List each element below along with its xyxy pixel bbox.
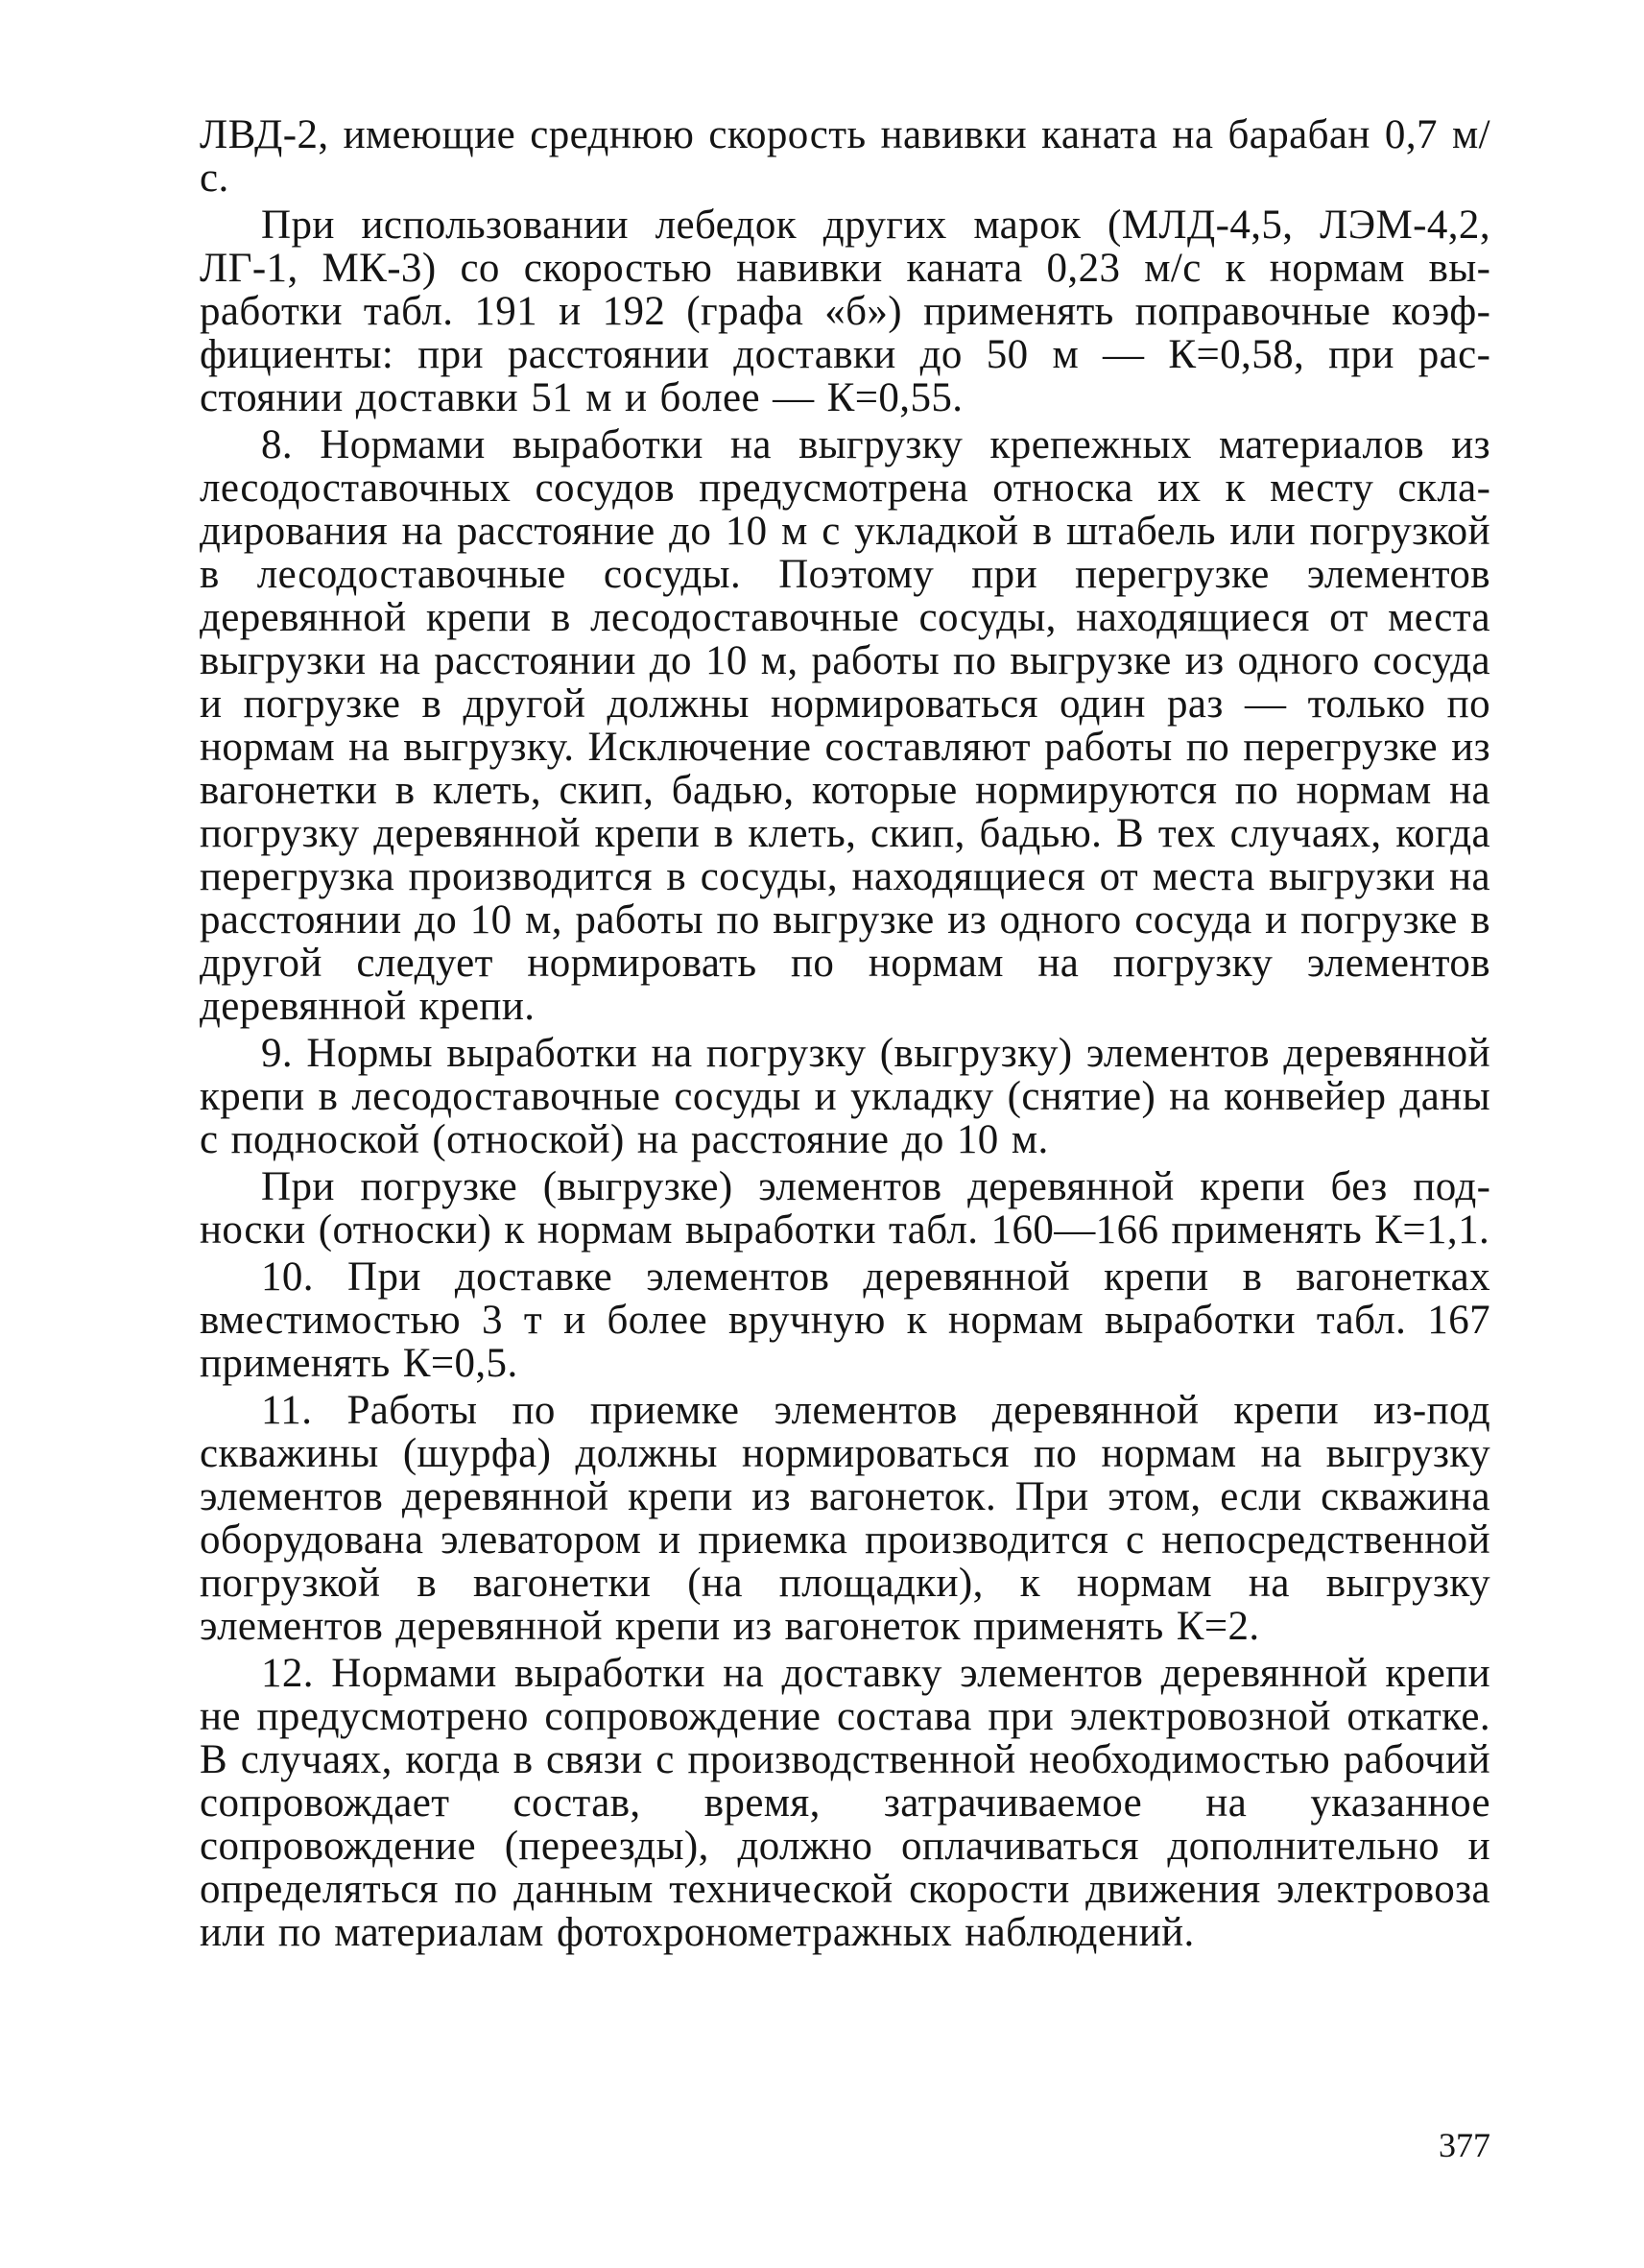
paragraph-item-10: 10. При доставке элементов деревянной крепи в вагонетках вместимостью 3 т и более вручную к нормам выработки табл. 167 применять К=0,5. [200, 1254, 1490, 1386]
paragraph-item-9-addendum: При погрузке (выгрузке) элементов деревянной крепи без подноски (относки) к нормам выработки табл. 160—166 применять К=1,1. [200, 1164, 1490, 1253]
paragraph-item-8: 8. Нормами выработки на выгрузку крепежных материалов из лесодоставочных сосудов предусмотрена относка их к месту складирования на расстояние до 10 м с укладкой в штабель или погрузкой в лесодоставочные сосуды. Поэтому при перегрузке элементов деревянной крепи в лесодоставочные сосуды, находящиеся от места выгрузки на расстоянии до 10 м, работы по выгрузке из одного сосуда и погрузке в другой должны нормироваться один раз — только по нормам на выгрузку. Исключение составляют работы по перегрузке из вагонетки в клеть, скип, бадью, которые нормируются по нормам на погрузку деревянной крепи в клеть, скип, бадью. В тех случаях, когда перегрузка производится в сосуды, находящиеся от места выгрузки на расстоянии до 10 м, работы по выгрузке из одного сосуда и погрузке в другой следует нормировать по нормам на погрузку элементов деревянной крепи. [200, 422, 1490, 1029]
paragraph-item-11: 11. Работы по приемке элементов деревянной крепи из-под скважины (шурфа) должны нормироваться по нормам на выгрузку элементов деревянной крепи из вагонеток. При этом, если скважина оборудована элеватором и приемка производится с непосредственной погрузкой в вагонетки (на площадки), к нормам на выгрузку элементов деревянной крепи из вагонеток применять К=2. [200, 1388, 1490, 1649]
paragraph-item-9: 9. Нормы выработки на погрузку (выгрузку) элементов деревянной крепи в лесодоставочные сосуды и укладку (снятие) на конвейер даны с подноской (отноской) на расстояние до 10 м. [200, 1031, 1490, 1162]
paragraph-item-12: 12. Нормами выработки на доставку элементов деревянной крепи не предусмотрено сопровождение состава при электровозной откатке. В случаях, когда в связи с производственной необходимостью рабочий сопровождает состав, время, затрачиваемое на указанное сопровождение (переезды), должно оплачиваться дополнительно и определяться по данным технической скорости движения электровоза или по материалам фотохронометражных наблюдений. [200, 1651, 1490, 1955]
paragraph-winches-coefficients: При использовании лебедок других марок (МЛД-4,5, ЛЭМ-4,2, ЛГ-1, МК-3) со скоростью навивки каната 0,23 м/с к нормам выработки табл. 191 и 192 (графа «б») применять поправочные коэффициенты: при расстоянии доставки до 50 м — К=0,58, при расстоянии доставки 51 м и более — К=0,55. [200, 203, 1490, 420]
document-body [200, 113, 1490, 1954]
page-number: 377 [1439, 2126, 1490, 2164]
paragraph-continuation: ЛВД-2, имеющие среднюю скорость навивки каната на барабан 0,7 м/с. [200, 112, 1490, 201]
